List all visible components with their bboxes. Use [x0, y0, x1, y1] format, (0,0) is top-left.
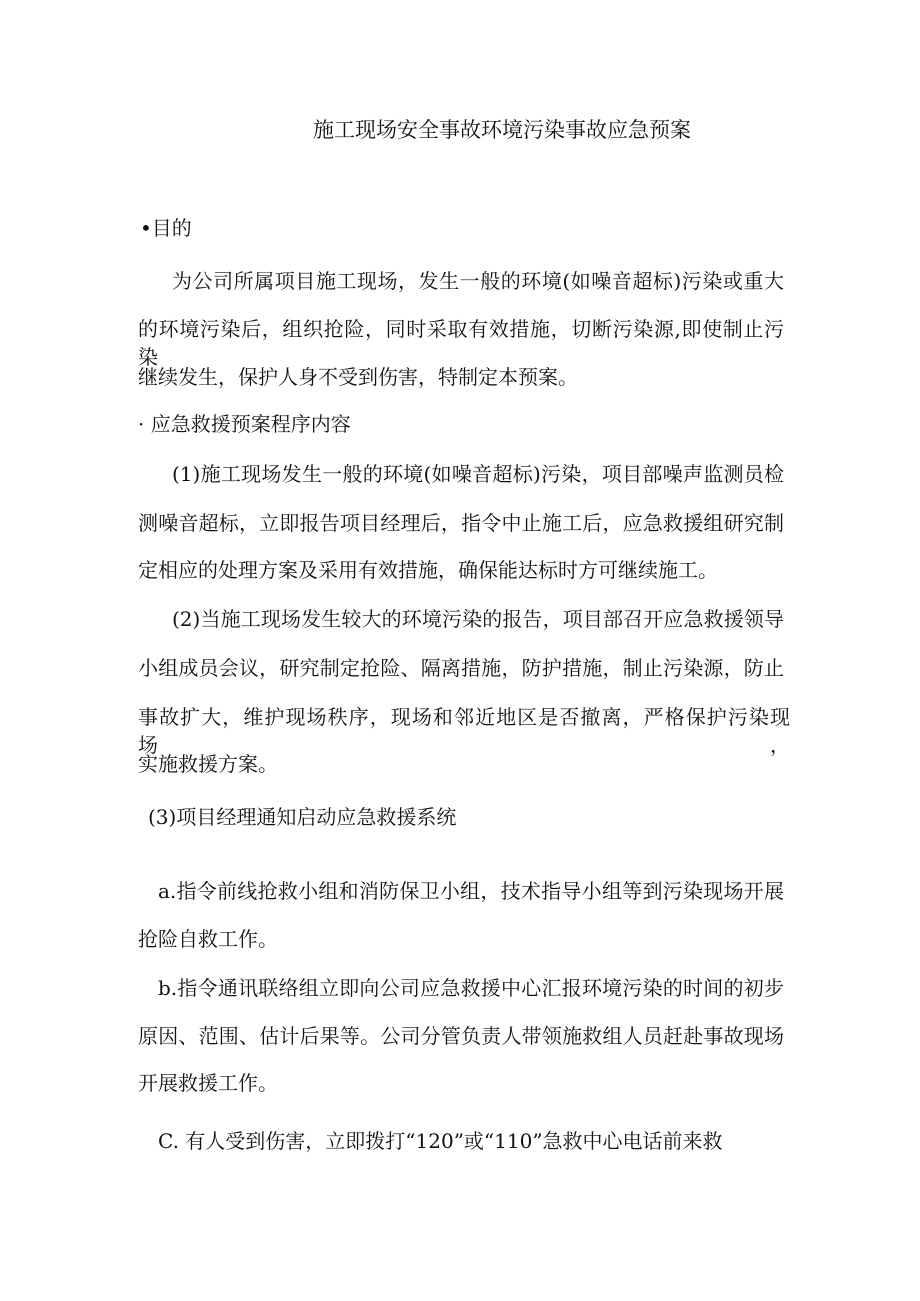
- item2-line-2: 小组成员会议，研究制定抢险、隔离措施，防护措施，制止污染源，防止: [138, 656, 784, 680]
- sub-a-line-1: a.指令前线抢救小组和消防保卫小组，技术指导小组等到污染现场开展: [158, 879, 784, 903]
- sub-a-line-2: 抢险自救工作。: [138, 927, 278, 951]
- item2-line-4: 实施救援方案。: [138, 752, 278, 776]
- purpose-line-2: 的环境污染后，组织抢险，同时采取有效措施，切断污染源,即使制止污染: [138, 317, 784, 369]
- item2-line-3: 事故扩大，维护现场秩序，现场和邻近地区是否撤离，严格保护污染现场，: [138, 705, 790, 757]
- section-heading-purpose: •目的: [140, 216, 192, 240]
- item1-line-1: (1)施工现场发生一般的环境(如噪音超标)污染，项目部噪声监测员检: [172, 462, 784, 486]
- document-title: 施工现场安全事故环境污染事故应急预案: [313, 118, 691, 142]
- item2-line-1: (2)当施工现场发生较大的环境污染的报告，项目部召开应急救援领导: [172, 607, 784, 631]
- item3-line: (3)项目经理通知启动应急救援系统: [148, 805, 457, 829]
- sub-b-line-1: b.指令通讯联络组立即向公司应急救援中心汇报环境污染的时间的初步: [158, 976, 784, 1000]
- item1-line-3: 定相应的处理方案及采用有效措施，确保能达标时方可继续施工。: [138, 558, 718, 582]
- purpose-line-1: 为公司所属项目施工现场，发生一般的环境(如噪音超标)污染或重大: [172, 269, 784, 293]
- section-heading-procedure: · 应急救援预案程序内容: [138, 412, 351, 436]
- sub-b-line-3: 开展救援工作。: [138, 1071, 278, 1095]
- sub-b-line-2: 原因、范围、估计后果等。公司分管负责人带领施救组人员赶赴事故现场: [138, 1024, 784, 1048]
- sub-c-line: C. 有人受到伤害，立即拨打“120”或“110”急救中心电话前来救: [158, 1129, 723, 1153]
- item1-line-2: 测噪音超标，立即报告项目经理后，指令中止施工后，应急救援组研究制: [138, 511, 784, 535]
- purpose-line-3: 继续发生，保护人身不受到伤害，特制定本预案。: [138, 365, 578, 389]
